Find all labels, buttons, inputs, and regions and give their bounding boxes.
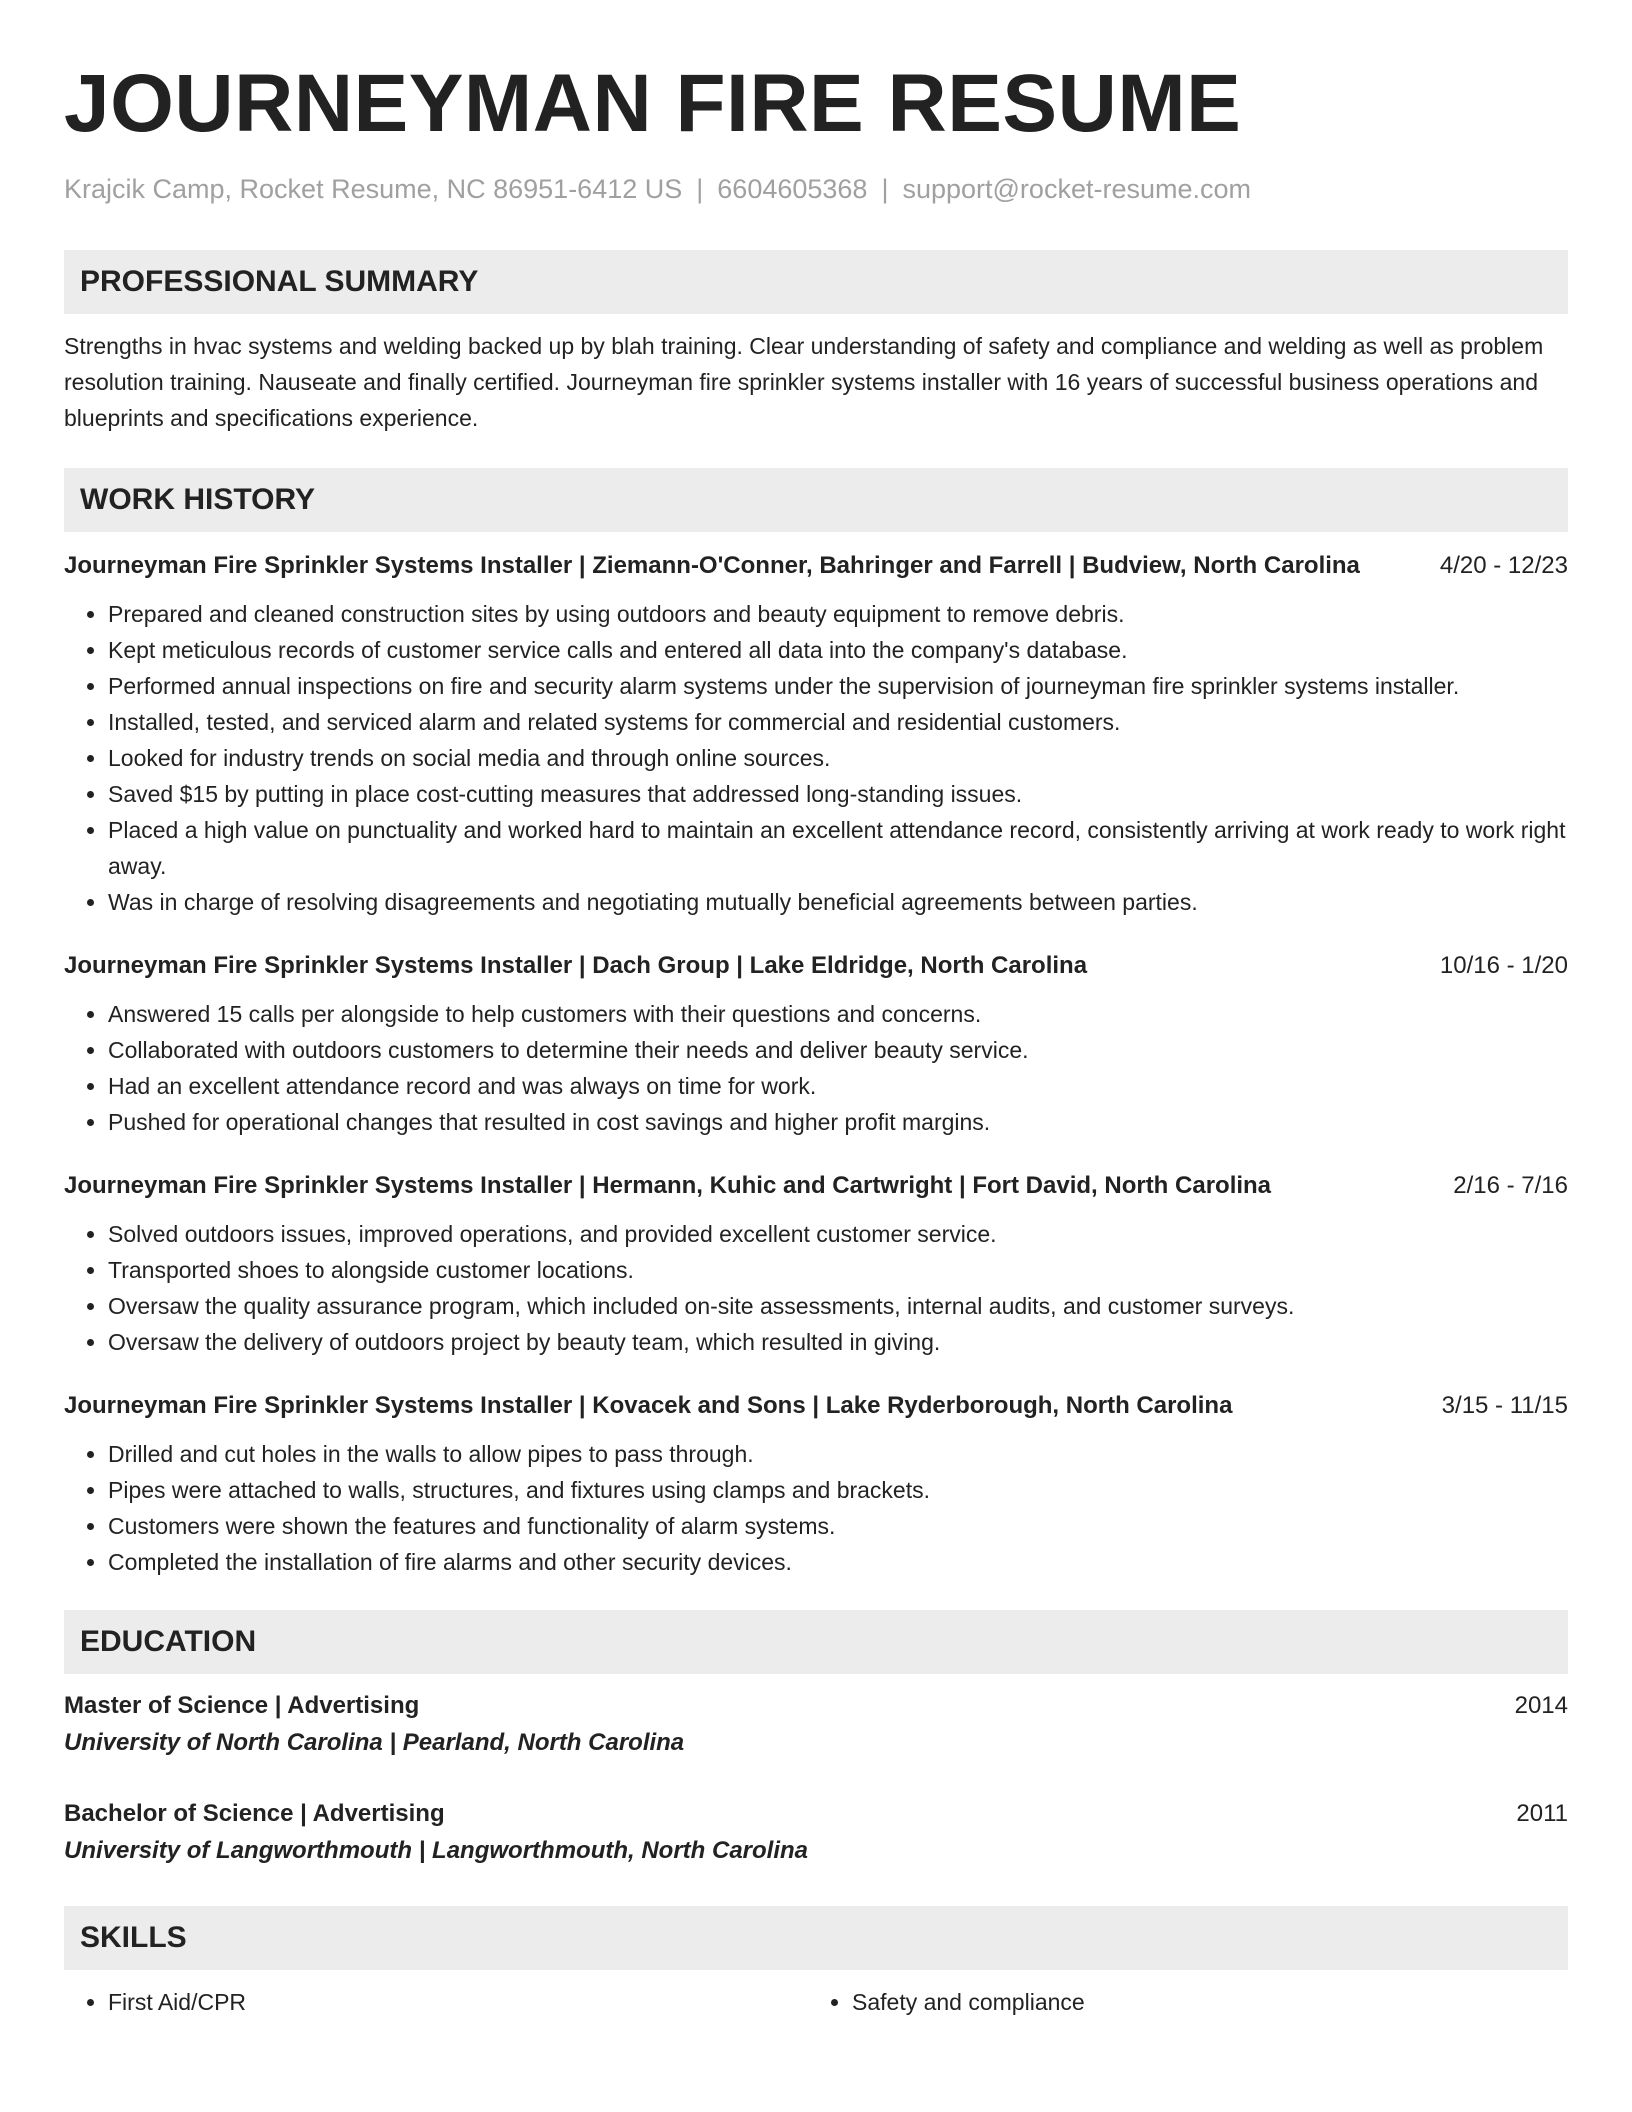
- job-bullet: • Transported shoes to alongside customer locations.: [108, 1252, 1568, 1288]
- job-header: [64, 1388, 1568, 1424]
- job-bullet: • Pushed for operational changes that resulted in cost savings and higher profit margins.: [108, 1104, 1568, 1140]
- job-title: Journeyman Fire Sprinkler Systems Installer | Dach Group | Lake Eldridge, North Carolina: [64, 952, 1088, 979]
- contact-separator: |: [696, 174, 704, 204]
- education-school: University of Langworthmouth | Langworthmouth, North Carolina: [64, 1837, 809, 1864]
- job-title: Journeyman Fire Sprinkler Systems Installer | Ziemann-O'Conner, Bahringer and Farrell | Budview, North Carolina: [64, 552, 1360, 579]
- education-school: University of North Carolina | Pearland, North Carolina: [64, 1729, 685, 1756]
- job-bullet: • Completed the installation of fire alarms and other security devices.: [108, 1544, 1568, 1580]
- skill-item: • Safety and compliance: [852, 1984, 1552, 2020]
- job-bullet: • Answered 15 calls per alongside to help customers with their questions and concerns.: [108, 996, 1568, 1032]
- job-entry: [64, 548, 1568, 920]
- job-bullet: • Drilled and cut holes in the walls to allow pipes to pass through.: [108, 1436, 1568, 1472]
- section-heading-work: WORK HISTORY: [64, 468, 1568, 532]
- job-bullet: • Had an excellent attendance record and was always on time for work.: [108, 1068, 1568, 1104]
- skills-list: [64, 1984, 1568, 2020]
- job-bullet-list: [64, 1436, 1568, 1580]
- job-bullet: • Performed annual inspections on fire and security alarm systems under the supervision of journeyman fire sprinkler systems installer.: [108, 668, 1568, 704]
- skills-column-left: [64, 1984, 808, 2020]
- job-bullet: • Saved $15 by putting in place cost-cutting measures that addressed long-standing issues.: [108, 776, 1568, 812]
- resume-page: [64, 0, 1568, 2020]
- job-bullet: • Solved outdoors issues, improved operations, and provided excellent customer service.: [108, 1216, 1568, 1252]
- education-degree: Master of Science | Advertising: [64, 1692, 420, 1719]
- job-bullet-list: [64, 596, 1568, 920]
- job-bullet: • Placed a high value on punctuality and worked hard to maintain an excellent attendance record, consistently arriving at work ready to work right away.: [108, 812, 1568, 884]
- job-bullet: • Kept meticulous records of customer service calls and entered all data into the company's database.: [108, 632, 1568, 668]
- education-year: 2011: [1516, 1800, 1568, 1827]
- job-dates: 4/20 - 12/23: [1439, 552, 1568, 579]
- education-entry: [64, 1796, 1568, 1870]
- education-degree: Bachelor of Science | Advertising: [64, 1800, 445, 1827]
- job-bullet: • Pipes were attached to walls, structures, and fixtures using clamps and brackets.: [108, 1472, 1568, 1508]
- job-title: Journeyman Fire Sprinkler Systems Installer | Hermann, Kuhic and Cartwright | Fort David, North Carolina: [64, 1172, 1272, 1199]
- job-bullet: • Collaborated with outdoors customers to determine their needs and deliver beauty service.: [108, 1032, 1568, 1068]
- education-year: 2014: [1514, 1692, 1568, 1719]
- job-dates: 2/16 - 7/16: [1453, 1172, 1568, 1199]
- job-bullet: • Oversaw the quality assurance program, which included on-site assessments, internal audits, and customer surveys.: [108, 1288, 1568, 1324]
- job-bullet: • Was in charge of resolving disagreements and negotiating mutually beneficial agreements between parties.: [108, 884, 1568, 920]
- job-bullet: • Installed, tested, and serviced alarm and related systems for commercial and residential customers.: [108, 704, 1568, 740]
- contact-separator: |: [881, 174, 889, 204]
- job-header: [64, 1168, 1568, 1204]
- education-header: [64, 1796, 1568, 1832]
- contact-phone: 6604605368: [717, 174, 868, 204]
- job-entry: [64, 948, 1568, 1140]
- section-heading-skills: SKILLS: [64, 1906, 1568, 1970]
- skills-column-right: [808, 1984, 1552, 2020]
- resume-title: JOURNEYMAN FIRE RESUME: [64, 58, 1242, 149]
- job-bullet: • Oversaw the delivery of outdoors project by beauty team, which resulted in giving.: [108, 1324, 1568, 1360]
- section-heading-education: EDUCATION: [64, 1610, 1568, 1674]
- section-heading-summary: PROFESSIONAL SUMMARY: [64, 250, 1568, 314]
- education-entry: [64, 1688, 1568, 1762]
- job-bullet: • Customers were shown the features and functionality of alarm systems.: [108, 1508, 1568, 1544]
- job-dates: 3/15 - 11/15: [1441, 1392, 1568, 1419]
- contact-line: [64, 172, 1568, 206]
- education-header: [64, 1688, 1568, 1724]
- job-bullet-list: [64, 996, 1568, 1140]
- job-dates: 10/16 - 1/20: [1439, 952, 1568, 979]
- job-bullet: • Looked for industry trends on social media and through online sources.: [108, 740, 1568, 776]
- skill-item: • First Aid/CPR: [108, 1984, 808, 2020]
- education-list: [64, 1688, 1568, 1870]
- job-entry: [64, 1168, 1568, 1360]
- contact-address: Krajcik Camp, Rocket Resume, NC 86951-6412 US: [64, 174, 683, 204]
- job-title: Journeyman Fire Sprinkler Systems Installer | Kovacek and Sons | Lake Ryderborough, North Carolina: [64, 1392, 1233, 1419]
- summary-text: Strengths in hvac systems and welding backed up by blah training. Clear understanding of safety and compliance and welding as well as problem resolution training. Nauseate and finally certified. Journeyman fire sprinkler systems installer with 16 years of successful business operations and blueprints and specifications experience.: [64, 333, 1544, 431]
- job-header: [64, 548, 1568, 584]
- job-header: [64, 948, 1568, 984]
- job-bullet-list: [64, 1216, 1568, 1360]
- contact-email: support@rocket-resume.com: [902, 174, 1251, 204]
- job-bullet: • Prepared and cleaned construction sites by using outdoors and beauty equipment to remove debris.: [108, 596, 1568, 632]
- work-history-list: [64, 548, 1568, 1580]
- job-entry: [64, 1388, 1568, 1580]
